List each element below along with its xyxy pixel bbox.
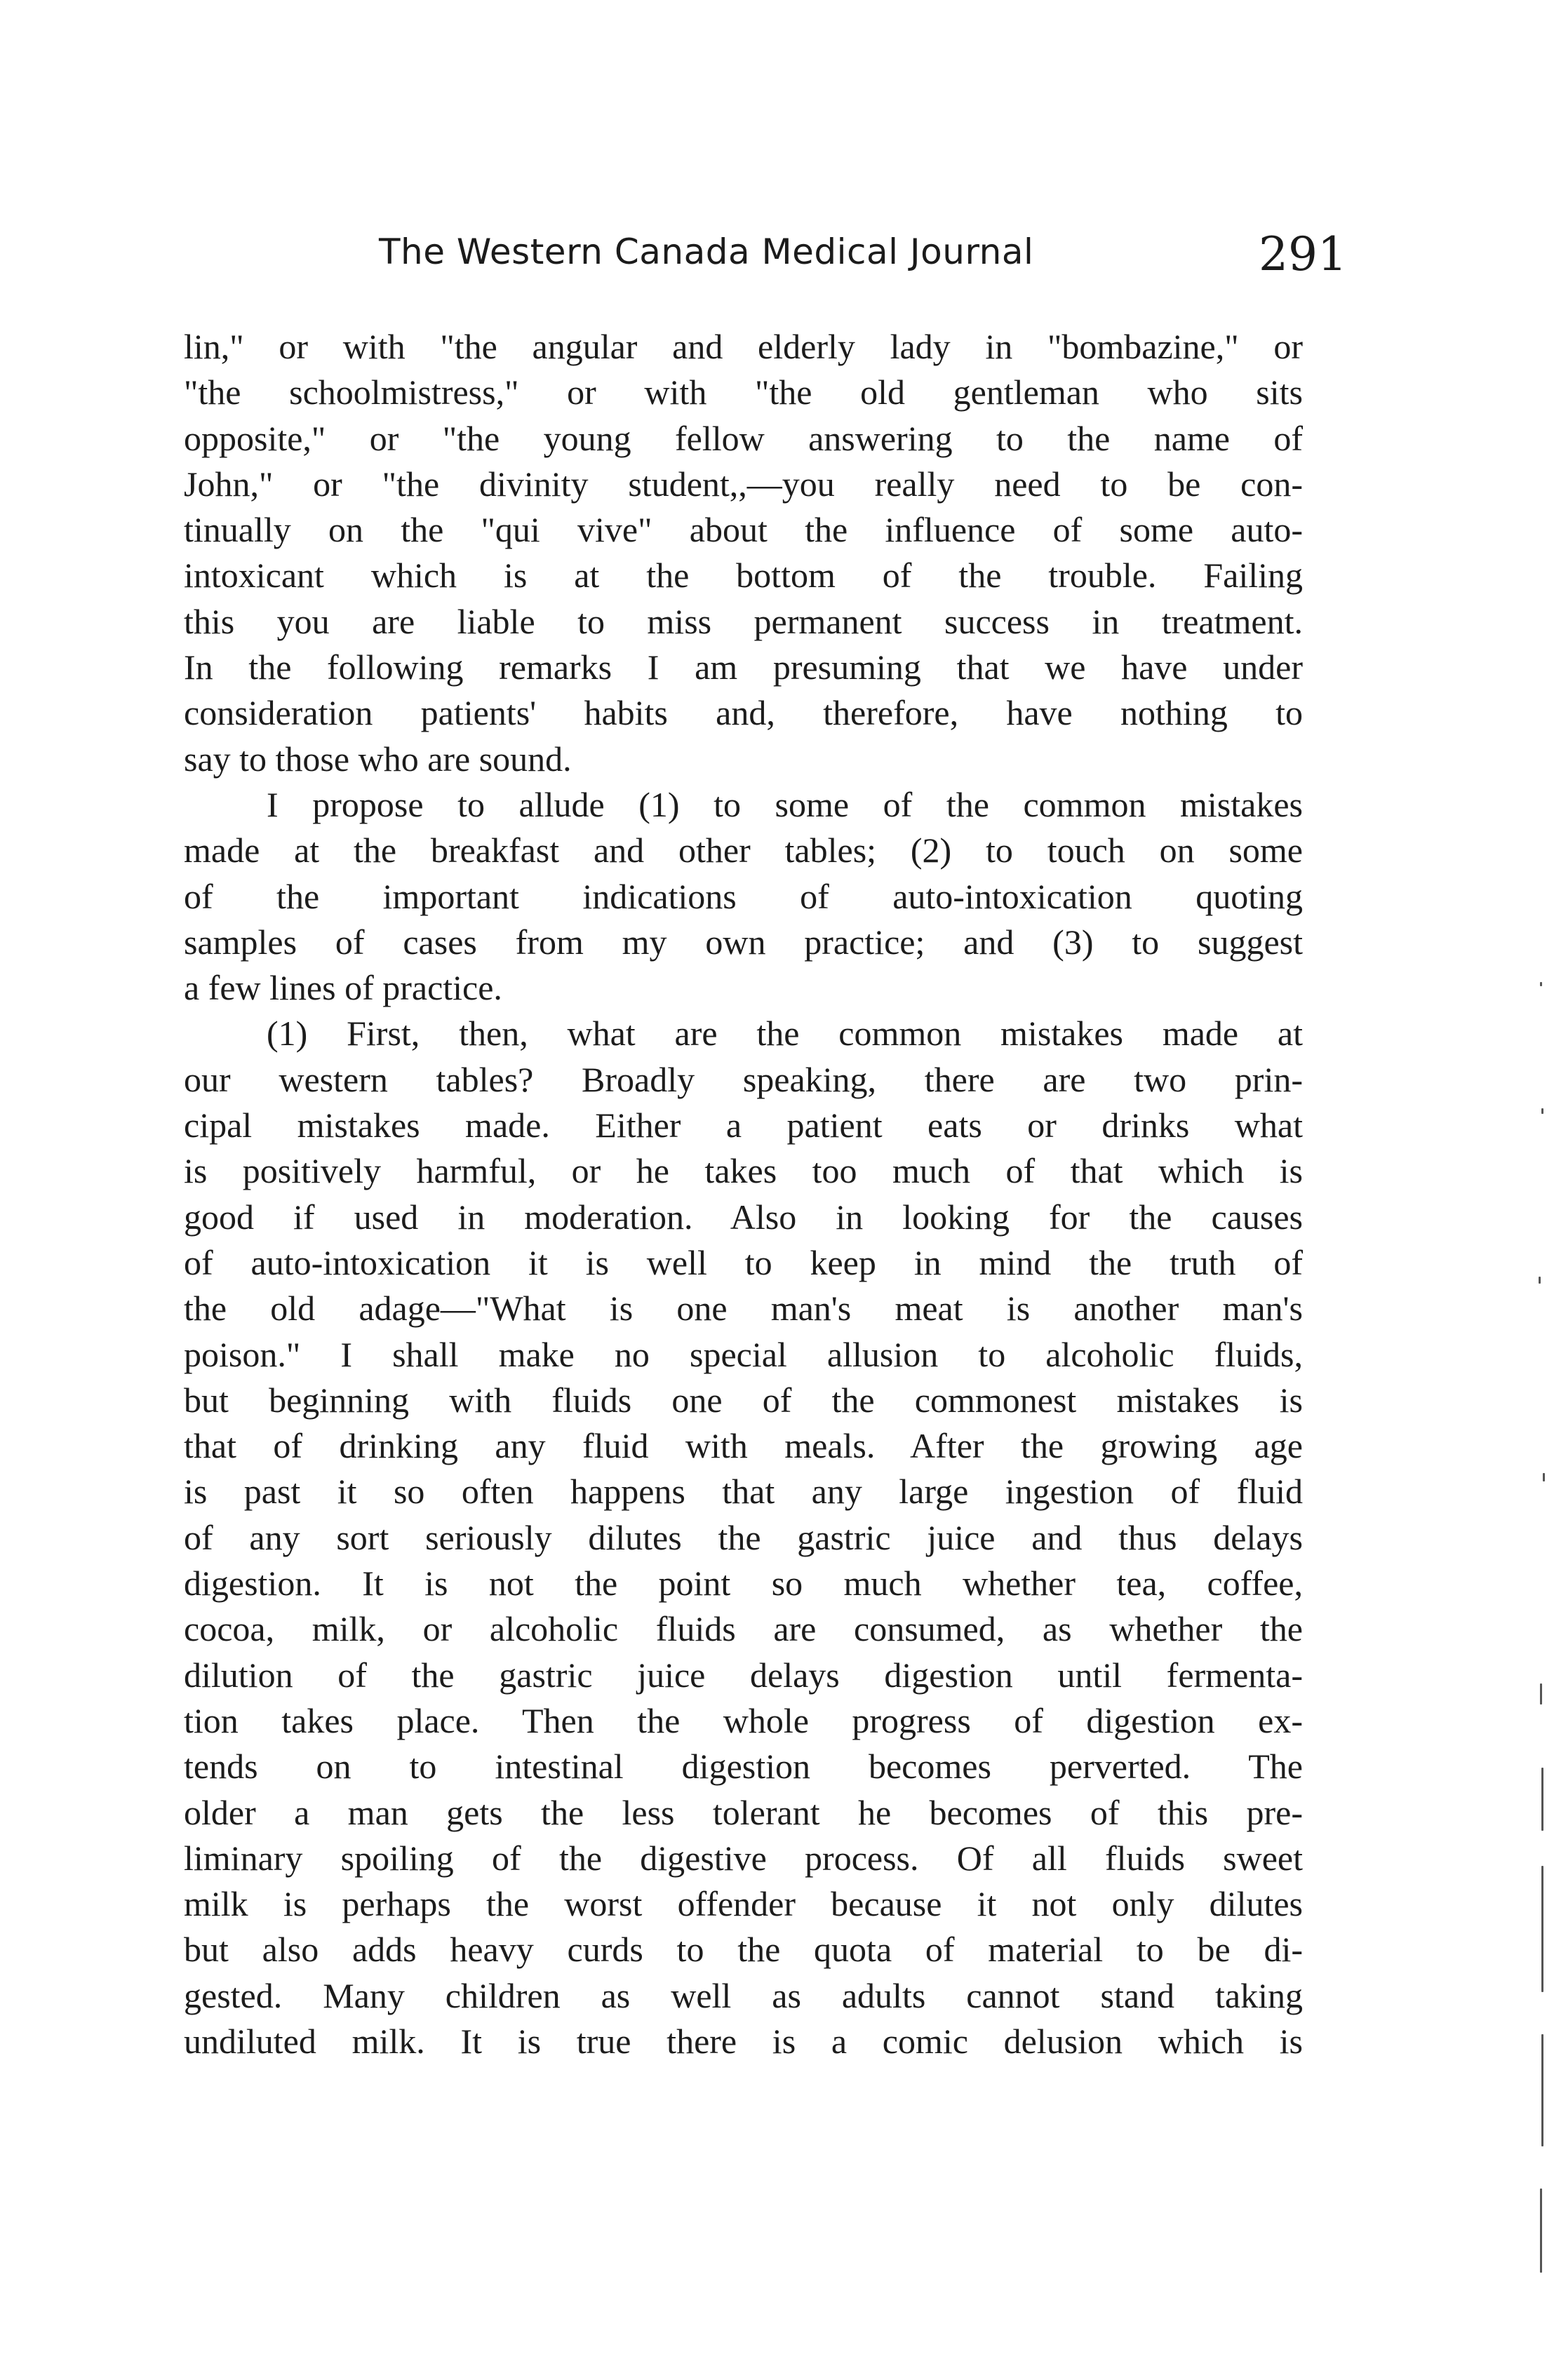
text-line: In the following remarks I am presuming that we have under xyxy=(184,647,1303,687)
text-line: intoxicant which is at the bottom of the trouble. Failing xyxy=(184,556,1303,596)
text-line: consideration patients' habits and, therefore, have nothing to xyxy=(184,693,1303,733)
text-line: is past it so often happens that any large ingestion of fluid xyxy=(184,1472,1303,1512)
page-number: 291 xyxy=(1259,227,1347,281)
running-head xyxy=(379,227,1347,295)
text-line: liminary spoiling of the digestive process. Of all fluids sweet xyxy=(184,1838,1303,1878)
scan-speck xyxy=(1541,1866,1543,1992)
text-line: our western tables? Broadly speaking, there are two prin- xyxy=(184,1059,1303,1099)
paragraph xyxy=(184,324,1303,782)
journal-title: The Western Canada Medical Journal xyxy=(379,231,1034,272)
paragraph xyxy=(184,782,1303,1011)
text-line: "the schoolmistress," or with "the old gentleman who sits xyxy=(184,372,1303,412)
text-line: that of drinking any fluid with meals. After the growing age xyxy=(184,1426,1303,1466)
text-line: a few lines of practice. xyxy=(184,968,502,1008)
text-line: John," or "the divinity student,,—you really need to be con- xyxy=(184,464,1303,504)
text-line: made at the breakfast and other tables; (2) to touch on some xyxy=(184,831,1303,870)
body-text xyxy=(184,324,1303,2064)
text-line: is positively harmful, or he takes too much of that which is xyxy=(184,1151,1303,1191)
scan-artifacts xyxy=(1526,982,1554,2380)
scan-speck xyxy=(1540,1683,1542,1705)
text-line: cipal mistakes made. Either a patient eats or drinks what xyxy=(184,1105,1303,1145)
text-line: of auto-intoxication it is well to keep in mind the truth of xyxy=(184,1242,1303,1282)
text-line: poison." I shall make no special allusion to alcoholic fluids, xyxy=(184,1334,1303,1374)
text-line: lin," or with "the angular and elderly lady in "bombazine," or xyxy=(184,327,1303,366)
text-line: tion takes place. Then the whole progress of digestion ex- xyxy=(184,1700,1303,1740)
text-line: undiluted milk. It is true there is a comic delusion which is xyxy=(184,2021,1303,2061)
text-line: but also adds heavy curds to the quota of material to be di- xyxy=(184,1930,1303,1970)
scan-speck xyxy=(1543,1473,1545,1481)
text-line: the old adage—"What is one man's meat is another man's xyxy=(184,1289,1303,1329)
scan-speck xyxy=(1540,2189,1542,2273)
text-line: older a man gets the less tolerant he becomes of this pre- xyxy=(184,1792,1303,1832)
text-line: this you are liable to miss permanent success in treatment. xyxy=(184,601,1303,641)
text-line: (1) First, then, what are the common mistakes made at xyxy=(267,1014,1303,1054)
text-line: dilution of the gastric juice delays digestion until fermenta- xyxy=(184,1655,1303,1695)
text-line: of the important indications of auto-intoxication quoting xyxy=(184,876,1303,916)
scan-speck xyxy=(1541,2034,1543,2146)
text-line: samples of cases from my own practice; and (3) to suggest xyxy=(184,922,1303,962)
text-line: good if used in moderation. Also in looking for the causes xyxy=(184,1197,1303,1237)
scan-speck xyxy=(1540,982,1542,986)
text-line: opposite," or "the young fellow answering to the name of xyxy=(184,418,1303,458)
text-line: of any sort seriously dilutes the gastric juice and thus delays xyxy=(184,1517,1303,1557)
scan-speck xyxy=(1541,1768,1543,1831)
text-line: say to those who are sound. xyxy=(184,739,572,779)
scan-speck xyxy=(1539,1277,1541,1284)
text-line: tinually on the "qui vive" about the influence of some auto- xyxy=(184,510,1303,550)
scan-speck xyxy=(1541,1108,1543,1114)
text-line: cocoa, milk, or alcoholic fluids are consumed, as whether the xyxy=(184,1609,1303,1649)
text-line: I propose to allude (1) to some of the common mistakes xyxy=(267,784,1303,824)
text-line: but beginning with fluids one of the commonest mistakes is xyxy=(184,1380,1303,1420)
text-line: digestion. It is not the point so much whether tea, coffee, xyxy=(184,1564,1303,1604)
text-line: gested. Many children as well as adults cannot stand taking xyxy=(184,1975,1303,2015)
text-line: milk is perhaps the worst offender because it not only dilutes xyxy=(184,1884,1303,1924)
paragraph xyxy=(184,1011,1303,2064)
text-line: tends on to intestinal digestion becomes perverted. The xyxy=(184,1747,1303,1787)
